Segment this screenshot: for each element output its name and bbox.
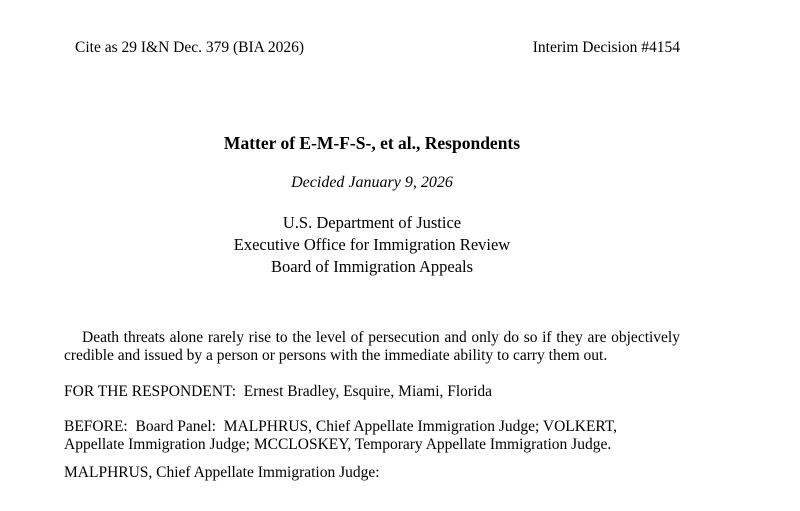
for-respondent-line: FOR THE RESPONDENT: Ernest Bradley, Esquire, Miami, Florida xyxy=(64,383,493,400)
headnote-paragraph: Death threats alone rarely rise to the level of persecution and only do so if they are objectively credible and issued by a person or persons with the immediate ability to carry them out. xyxy=(64,328,680,364)
running-header xyxy=(64,39,680,57)
agency-line-office: Executive Office for Immigration Review xyxy=(233,235,511,254)
decided-date: Decided January 9, 2026 xyxy=(291,174,453,191)
interim-decision-number: Interim Decision #4154 xyxy=(532,39,680,56)
agency-block xyxy=(64,212,680,278)
opinion-author-line: MALPHRUS, Chief Appellate Immigration Judge: xyxy=(64,464,380,481)
agency-line-board: Board of Immigration Appeals xyxy=(270,257,474,276)
agency-line-department: U.S. Department of Justice xyxy=(282,213,462,232)
before-panel-paragraph: BEFORE: Board Panel: MALPHRUS, Chief Appellate Immigration Judge; VOLKERT, Appellate Immigration Judge; MCCLOSKEY, Temporary Appellate Immigration Judge. xyxy=(64,418,621,453)
case-title: Matter of E-M-F-S-, et al., Respondents xyxy=(223,133,521,153)
citation-text: Cite as 29 I&N Dec. 379 (BIA 2026) xyxy=(75,39,305,56)
